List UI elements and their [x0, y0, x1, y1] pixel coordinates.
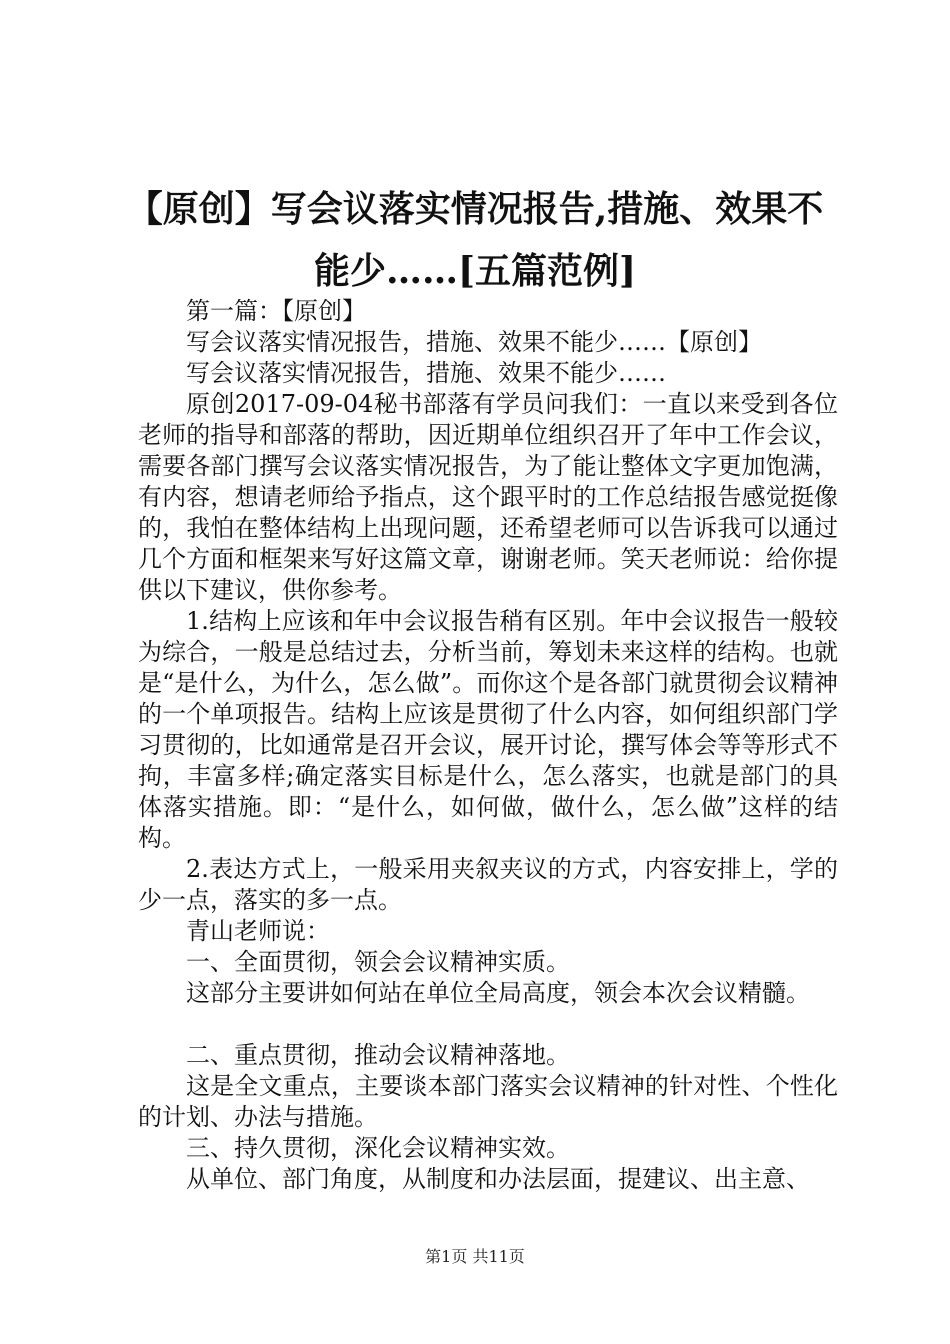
paragraph-question: 原创2017-09-04秘书部落有学员问我们：一直以来受到各位老师的指导和部落的帮助，因近期单位组织召开了年中工作会议，需要各部门撰写会议落实情况报告，为了能让整体文字更加饱满，有内容，想请老师给予指点，这个跟平时的工作总结报告感觉挺像的，我怕在整体结构上出现问题，还希望老师可以告诉我可以通过几个方面和框架来写好这篇文章，谢谢老师。笑天老师说：给你提供以下建议，供你参考。 — [138, 390, 838, 604]
paragraph-article-title-original: 写会议落实情况报告，措施、效果不能少……【原创】 — [186, 328, 762, 356]
paragraph-point-1-heading: 一、全面贯彻，领会会议精神实质。 — [186, 948, 570, 976]
page-number-footer: 第1页 共11页 — [425, 1247, 525, 1266]
paragraph-point-1-body: 这部分主要讲如何站在单位全局高度，领会本次会议精髓。 — [186, 979, 810, 1007]
paragraph-point-3-heading: 三、持久贯彻，深化会议精神实效。 — [186, 1134, 570, 1162]
paragraph-point-2-body: 这是全文重点，主要谈本部门落实会议精神的针对性、个性化的计划、办法与措施。 — [138, 1072, 838, 1131]
paragraph-section-heading: 第一篇：【原创】 — [186, 297, 366, 325]
paragraph-qingshan-intro: 青山老师说： — [186, 917, 330, 945]
document-title: 【原创】写会议落实情况报告,措施、效果不能少……[五篇范例] — [126, 188, 824, 292]
paragraph-advice-2: 2.表达方式上，一般采用夹叙夹议的方式，内容安排上，学的少一点，落实的多一点。 — [138, 855, 838, 914]
paragraph-point-3-body: 从单位、部门角度，从制度和办法层面，提建议、出主意、 — [186, 1165, 810, 1193]
paragraph-point-2-heading: 二、重点贯彻，推动会议精神落地。 — [186, 1041, 570, 1069]
document-body — [138, 296, 838, 1195]
paragraph-advice-1: 1.结构上应该和年中会议报告稍有区别。年中会议报告一般较为综合，一般是总结过去，分析当前，筹划未来这样的结构。也就是“是什么，为什么，怎么做”。而你这个是各部门就贯彻会议精神的一个单项报告。结构上应该是贯彻了什么内容，如何组织部门学习贯彻的，比如通常是召开会议，展开讨论，撰写体会等等形式不拘，丰富多样;确定落实目标是什么，怎么落实，也就是部门的具体落实措施。即：“是什么，如何做，做什么，怎么做”这样的结构。 — [138, 607, 838, 852]
paragraph-article-title: 写会议落实情况报告，措施、效果不能少…… — [186, 359, 666, 387]
